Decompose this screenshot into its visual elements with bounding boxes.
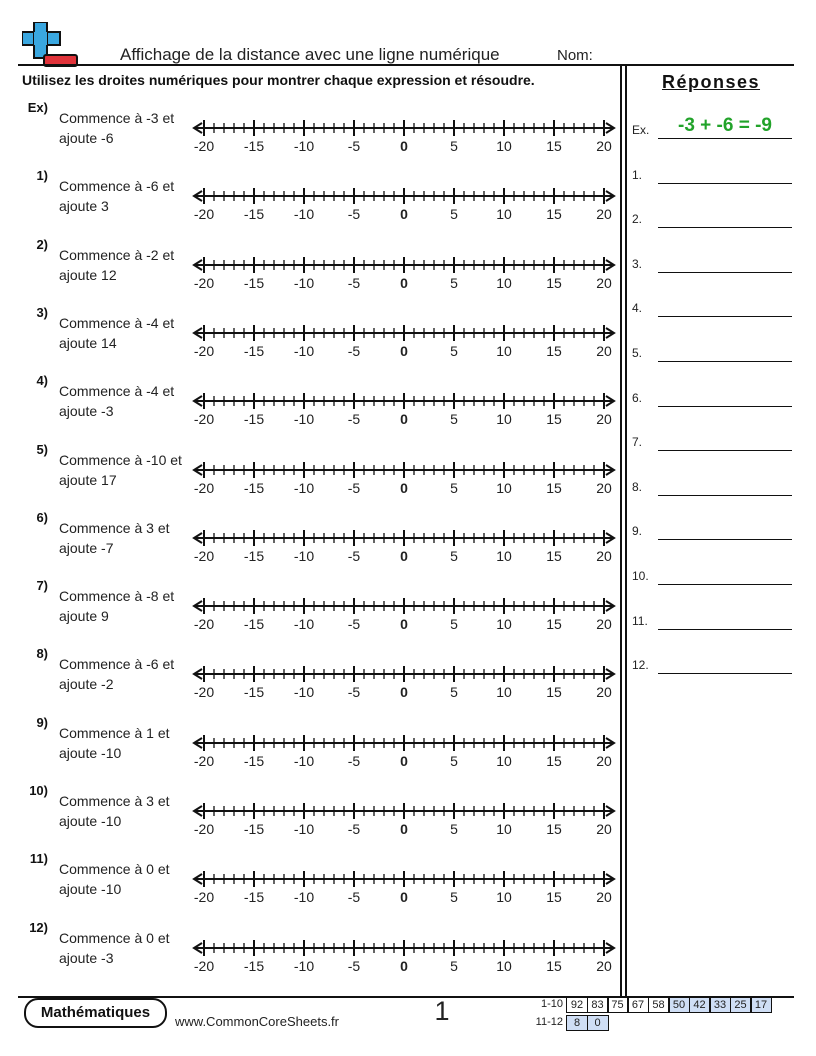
instructions: Utilisez les droites numériques pour montrer chaque expression et résoudre. — [22, 72, 535, 88]
tick-label: 0 — [400, 274, 408, 291]
tick-label: 10 — [496, 274, 512, 291]
tick-label: 0 — [400, 411, 408, 428]
tick-label: -15 — [243, 547, 265, 564]
problem-number: 3) — [36, 304, 48, 320]
tick-label: 20 — [596, 479, 612, 496]
problem-row — [0, 442, 620, 510]
answer-blank[interactable] — [658, 584, 792, 585]
tick-label: 15 — [546, 752, 562, 769]
tick-label: -5 — [347, 752, 361, 769]
tick-label: -5 — [347, 821, 361, 837]
number-line[interactable] — [190, 387, 620, 431]
tick-label: -5 — [347, 342, 361, 359]
tick-label: -20 — [193, 206, 215, 223]
problem-text: Commence à -4 et ajoute -3 — [59, 383, 175, 420]
problem-row — [0, 237, 620, 305]
answer-row — [632, 563, 794, 585]
number-line[interactable] — [190, 251, 620, 295]
number-line[interactable] — [190, 524, 620, 568]
tick-label: -20 — [193, 889, 215, 906]
tick-label: -5 — [347, 889, 361, 906]
tick-label: 15 — [546, 957, 562, 974]
number-line[interactable] — [190, 797, 620, 841]
score-cell: 42 — [689, 997, 710, 1013]
website-link[interactable]: www.CommonCoreSheets.fr — [175, 1014, 339, 1029]
score-cell: 92 — [566, 997, 588, 1013]
tick-label: 15 — [546, 547, 562, 564]
problem-row — [0, 373, 620, 441]
tick-label: 0 — [400, 957, 408, 974]
problem-number: 7) — [36, 578, 48, 594]
answer-row — [632, 295, 794, 317]
tick-label: -15 — [243, 479, 265, 496]
problem-number: 5) — [36, 441, 48, 457]
tick-label: 20 — [596, 274, 612, 291]
tick-label: -10 — [293, 411, 315, 428]
name-label: Nom: — [557, 47, 593, 64]
answer-label: 11. — [632, 613, 648, 628]
tick-label: 20 — [596, 684, 612, 701]
tick-label: 15 — [546, 411, 562, 428]
answer-label: 9. — [632, 524, 643, 539]
tick-label: 0 — [400, 821, 408, 837]
answer-label: 10. — [632, 569, 649, 583]
answer-label: 3. — [632, 256, 643, 271]
tick-label: -10 — [293, 616, 315, 633]
tick-label: -20 — [193, 684, 215, 701]
tick-label: 20 — [596, 616, 612, 633]
number-line[interactable] — [190, 865, 620, 909]
tick-label: -15 — [243, 752, 265, 769]
tick-label: -20 — [193, 616, 215, 633]
tick-label: -20 — [193, 957, 215, 974]
tick-label: 15 — [546, 889, 562, 906]
tick-label: -15 — [243, 138, 265, 154]
tick-label: 0 — [400, 138, 408, 154]
answer-row — [632, 518, 794, 540]
answer-blank[interactable] — [658, 539, 792, 540]
answer-blank[interactable] — [658, 138, 792, 139]
tick-label: 10 — [496, 206, 512, 223]
score-cell: 58 — [648, 997, 669, 1013]
tick-label: -5 — [347, 616, 361, 633]
number-line[interactable] — [190, 182, 620, 226]
problem-text: Commence à 0 et ajoute -3 — [59, 929, 170, 966]
tick-label: 10 — [496, 889, 512, 906]
tick-label: -15 — [243, 957, 265, 974]
tick-label: -20 — [193, 274, 215, 291]
problem-number: 6) — [36, 509, 48, 525]
problem-number: 12) — [29, 919, 48, 935]
tick-label: 15 — [546, 684, 562, 701]
tick-label: -15 — [243, 889, 265, 906]
tick-label: 5 — [450, 411, 458, 428]
tick-label: -15 — [243, 684, 265, 701]
tick-label: 20 — [596, 411, 612, 428]
tick-label: 10 — [496, 411, 512, 428]
problem-number: 10) — [29, 783, 48, 798]
problem-row — [0, 783, 620, 851]
answer-row — [632, 251, 794, 273]
tick-label: 20 — [596, 342, 612, 359]
answer-label: 5. — [632, 346, 643, 360]
tick-label: 15 — [546, 342, 562, 359]
tick-label: 15 — [546, 138, 562, 154]
tick-label: -5 — [347, 684, 361, 701]
score-range-label: 11-12 — [535, 1016, 563, 1028]
column-divider-left — [620, 65, 622, 997]
answer-blank[interactable] — [658, 361, 792, 362]
tick-label: -15 — [243, 342, 265, 359]
score-cell: 8 — [566, 1015, 588, 1031]
problem-number: 11) — [29, 851, 48, 867]
answer-blank[interactable] — [658, 406, 792, 407]
tick-label: 20 — [596, 957, 612, 974]
problem-text: Commence à -10 et ajoute 17 — [59, 451, 182, 488]
answer-blank[interactable] — [658, 450, 792, 451]
tick-label: -15 — [243, 206, 265, 223]
answer-label: 1. — [632, 167, 643, 182]
problem-text: Commence à 1 et ajoute -10 — [59, 724, 170, 761]
tick-label: -5 — [347, 274, 361, 291]
answer-blank[interactable] — [658, 495, 792, 496]
tick-label: 0 — [400, 547, 408, 564]
answer-blank[interactable] — [658, 183, 792, 184]
tick-label: 20 — [596, 547, 612, 564]
tick-label: -15 — [243, 616, 265, 633]
number-line[interactable] — [190, 729, 620, 773]
tick-label: -20 — [193, 138, 215, 154]
score-cell: 83 — [587, 997, 609, 1013]
page-title: Affichage de la distance avec une ligne numérique — [120, 45, 500, 64]
number-line[interactable] — [190, 319, 620, 363]
tick-label: -20 — [193, 547, 215, 564]
tick-label: -20 — [193, 411, 215, 428]
tick-label: 0 — [400, 684, 408, 701]
problem-number: 1) — [36, 168, 48, 184]
brand-badge: Mathématiques — [24, 998, 167, 1028]
tick-label: 5 — [450, 821, 458, 837]
problem-text: Commence à -3 et ajoute -6 — [59, 110, 175, 146]
tick-label: -15 — [243, 411, 265, 428]
problem-row — [0, 578, 620, 646]
answer-row — [632, 474, 794, 496]
tick-label: 10 — [496, 342, 512, 359]
score-cell: 50 — [669, 997, 690, 1013]
answer-row — [632, 117, 794, 139]
answer-label: Ex. — [632, 123, 650, 137]
problem-number: 2) — [36, 236, 48, 252]
tick-label: -15 — [243, 821, 265, 837]
answer-blank[interactable] — [658, 316, 792, 317]
tick-label: 0 — [400, 616, 408, 633]
tick-label: -5 — [347, 479, 361, 496]
number-line[interactable] — [190, 456, 620, 500]
problem-text: Commence à 3 et ajoute -10 — [59, 793, 170, 829]
tick-label: 20 — [596, 206, 612, 223]
tick-label: 10 — [496, 547, 512, 564]
tick-label: -20 — [193, 342, 215, 359]
tick-label: 20 — [596, 752, 612, 769]
problem-row — [0, 510, 620, 578]
tick-label: 15 — [546, 821, 562, 837]
score-cell: 17 — [751, 997, 772, 1013]
tick-label: -15 — [243, 274, 265, 291]
tick-label: -5 — [347, 411, 361, 428]
answer-label: 2. — [632, 212, 643, 227]
answer-row — [632, 340, 794, 362]
problem-text: Commence à -2 et ajoute 12 — [59, 246, 175, 283]
tick-label: -10 — [293, 342, 315, 359]
problem-text: Commence à -8 et ajoute 9 — [59, 588, 175, 625]
problem-row — [0, 646, 620, 714]
problem-text: Commence à -6 et ajoute 3 — [59, 178, 175, 215]
tick-label: -10 — [293, 274, 315, 291]
problem-row — [0, 851, 620, 919]
tick-label: 10 — [496, 684, 512, 701]
answer-row — [632, 162, 794, 184]
problem-number: Ex) — [27, 100, 48, 115]
score-range-label: 1-10 — [540, 998, 563, 1010]
tick-label: 10 — [496, 479, 512, 496]
answer-label: 12. — [632, 658, 649, 673]
tick-label: 5 — [450, 479, 458, 496]
tick-label: -10 — [293, 479, 315, 496]
tick-label: 0 — [400, 479, 408, 496]
problem-row — [0, 168, 620, 236]
plus-minus-logo — [22, 22, 80, 68]
tick-label: -5 — [347, 206, 361, 223]
answer-blank[interactable] — [658, 227, 792, 228]
tick-label: 15 — [546, 479, 562, 496]
answer-blank[interactable] — [658, 673, 792, 674]
tick-label: 5 — [450, 138, 458, 154]
tick-label: -20 — [193, 821, 215, 837]
column-divider-right — [625, 65, 627, 997]
tick-label: 5 — [450, 752, 458, 769]
answer-label: 6. — [632, 390, 643, 405]
tick-label: 10 — [496, 138, 512, 154]
score-cell: 75 — [607, 997, 628, 1013]
tick-label: -10 — [293, 684, 315, 701]
answer-label: 7. — [632, 435, 643, 450]
problem-number: 9) — [36, 714, 48, 730]
answer-row — [632, 652, 794, 674]
tick-label: 0 — [400, 342, 408, 359]
tick-label: 20 — [596, 889, 612, 906]
answer-label: 8. — [632, 479, 643, 494]
answer-row — [632, 429, 794, 451]
problem-row — [0, 920, 620, 988]
answer-blank[interactable] — [658, 629, 792, 630]
problem-number: 4) — [36, 373, 48, 389]
score-cell: 25 — [730, 997, 751, 1013]
tick-label: -10 — [293, 206, 315, 223]
tick-label: 5 — [450, 206, 458, 223]
tick-label: 5 — [450, 342, 458, 359]
problem-text: Commence à 0 et ajoute -10 — [59, 861, 170, 898]
problem-row — [0, 100, 620, 168]
tick-label: -5 — [347, 957, 361, 974]
score-cell: 67 — [628, 997, 649, 1013]
tick-label: -10 — [293, 547, 315, 564]
tick-label: -10 — [293, 889, 315, 906]
number-line[interactable] — [190, 114, 620, 158]
tick-label: 0 — [400, 206, 408, 223]
answer-row — [632, 385, 794, 407]
score-cell: 33 — [710, 997, 731, 1013]
tick-label: -20 — [193, 752, 215, 769]
tick-label: 5 — [450, 616, 458, 633]
tick-label: -10 — [293, 957, 315, 974]
page-number: 1 — [434, 996, 450, 1026]
tick-label: 10 — [496, 957, 512, 974]
answer-row — [632, 608, 794, 630]
tick-label: 15 — [546, 274, 562, 291]
tick-label: 20 — [596, 138, 612, 154]
tick-label: 5 — [450, 889, 458, 906]
header-divider — [18, 64, 794, 66]
answer-blank[interactable] — [658, 272, 792, 273]
tick-label: 20 — [596, 821, 612, 837]
tick-label: 15 — [546, 206, 562, 223]
tick-label: -5 — [347, 547, 361, 564]
tick-label: 5 — [450, 684, 458, 701]
answer-value: -3 + -6 = -9 — [678, 115, 772, 136]
tick-label: -10 — [293, 752, 315, 769]
number-line[interactable] — [190, 592, 620, 636]
answer-row — [632, 206, 794, 228]
tick-label: 10 — [496, 821, 512, 837]
problem-text: Commence à 3 et ajoute -7 — [59, 519, 170, 556]
tick-label: 10 — [496, 616, 512, 633]
problem-row — [0, 715, 620, 783]
number-line[interactable] — [190, 660, 620, 704]
tick-label: 5 — [450, 547, 458, 564]
problem-text: Commence à -6 et ajoute -2 — [59, 656, 175, 693]
tick-label: 5 — [450, 957, 458, 974]
tick-label: 15 — [546, 616, 562, 633]
answer-label: 4. — [632, 301, 643, 316]
tick-label: -10 — [293, 821, 315, 837]
number-line[interactable] — [190, 934, 620, 978]
tick-label: -10 — [293, 138, 315, 154]
problem-number: 8) — [36, 646, 48, 662]
tick-label: -20 — [193, 479, 215, 496]
tick-label: 0 — [400, 752, 408, 769]
tick-label: 5 — [450, 274, 458, 291]
problem-row — [0, 305, 620, 373]
tick-label: 0 — [400, 889, 408, 906]
score-cell: 0 — [587, 1015, 609, 1031]
answers-title: Réponses — [661, 72, 761, 92]
tick-label: 10 — [496, 752, 512, 769]
tick-label: -5 — [347, 138, 361, 154]
problem-text: Commence à -4 et ajoute 14 — [59, 314, 175, 351]
